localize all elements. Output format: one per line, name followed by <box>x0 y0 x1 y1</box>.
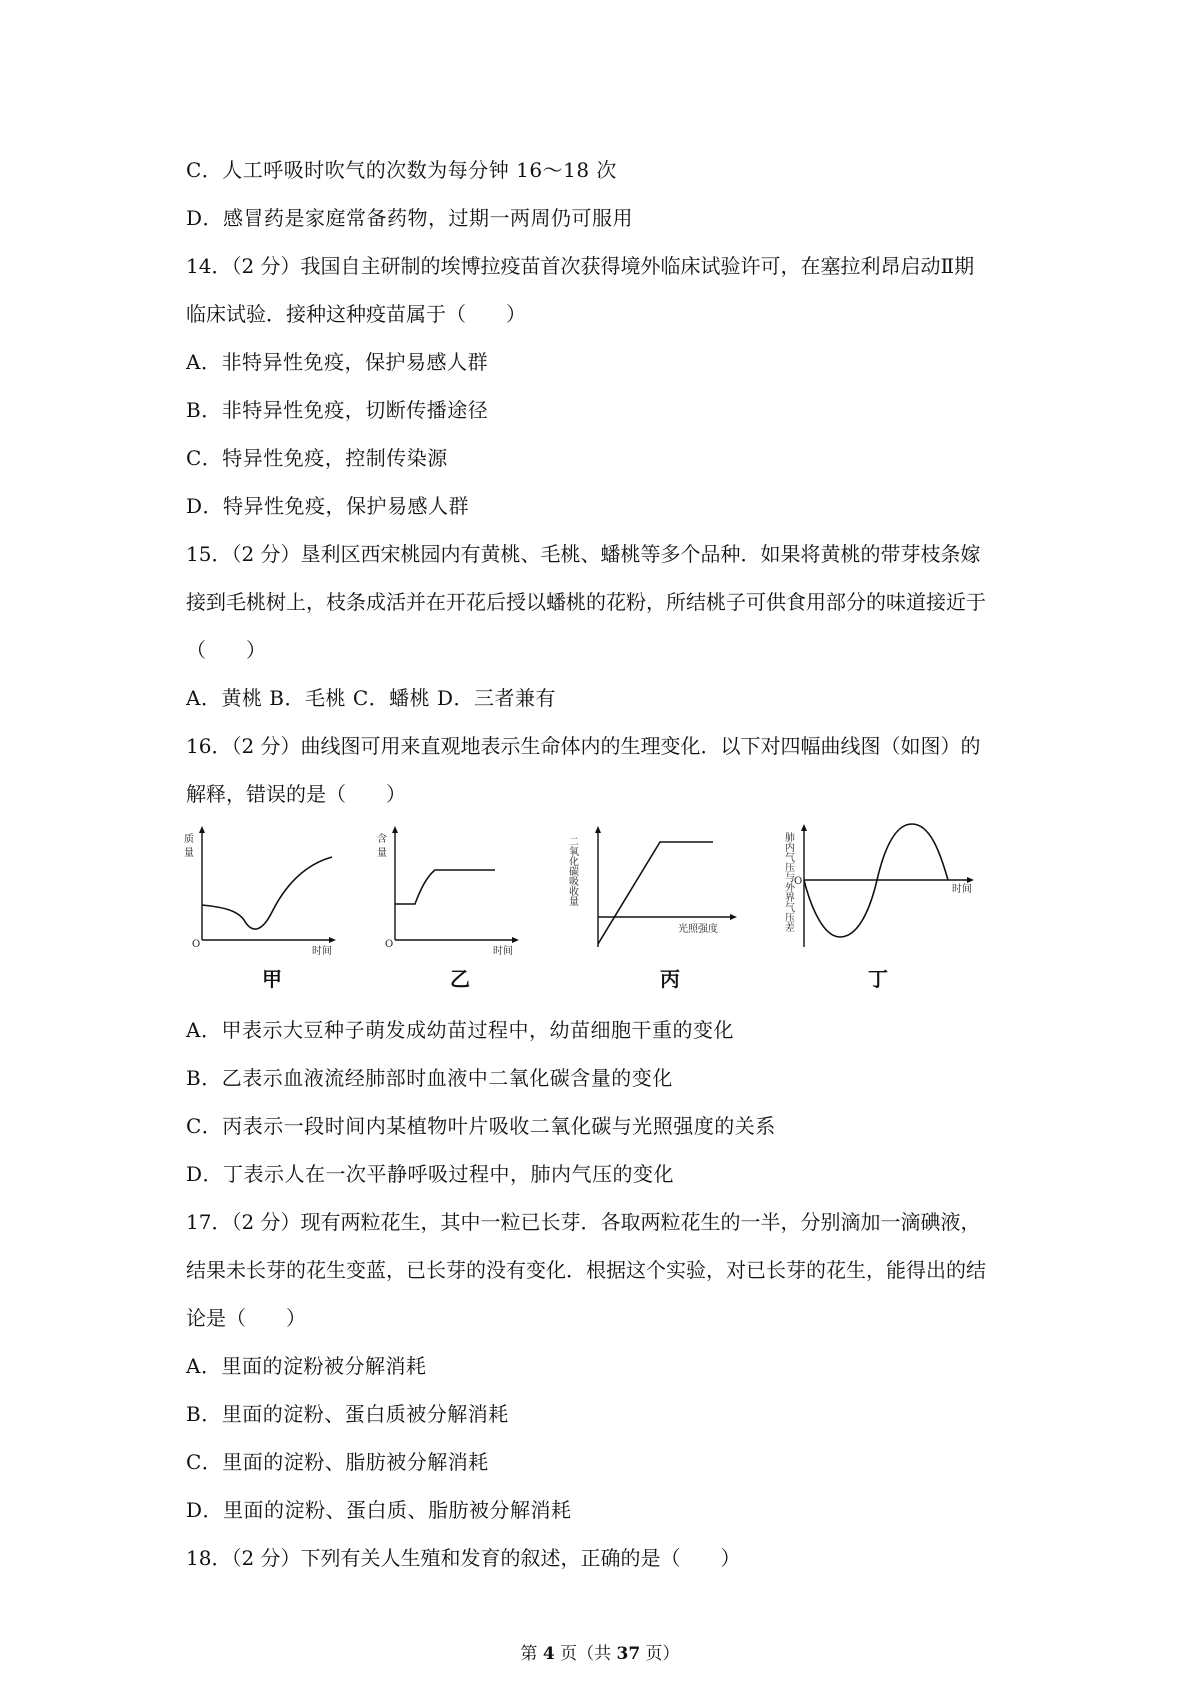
option-c-q14: C．特异性免疫，控制传染源 <box>186 446 448 470</box>
graph-jia-caption: 甲 <box>262 967 282 991</box>
option-d-q13: D．感冒药是家庭常备药物，过期一两周仍可服用 <box>186 206 634 230</box>
graph-ding <box>780 822 980 962</box>
graph-jia-curve <box>202 857 332 929</box>
graph-bing-y-arrow <box>595 826 601 833</box>
graph-ding-ylabel: 肺内气压与外界气压差 <box>782 832 794 932</box>
graph-yi-y-arrow <box>392 826 398 833</box>
page-footer <box>0 1642 1200 1666</box>
graph-jia <box>182 822 342 957</box>
graph-yi-caption: 乙 <box>450 967 470 991</box>
question-17-line-2: 结果未长芽的花生变蓝，已长芽的没有变化．根据这个实验，对已长芽的花生，能得出的结 <box>186 1258 986 1282</box>
option-b-q16: B．乙表示血液流经肺部时血液中二氧化碳含量的变化 <box>186 1066 673 1090</box>
option-d-q16: D．丁表示人在一次平静呼吸过程中，肺内气压的变化 <box>186 1162 675 1186</box>
graph-yi <box>375 822 535 957</box>
question-17-line-3: 论是（ ） <box>186 1306 306 1330</box>
graph-bing-xlabel: 光照强度 <box>678 924 718 935</box>
graph-jia-origin: O <box>192 939 201 950</box>
graph-ding-caption: 丁 <box>868 967 888 991</box>
option-b-q17: B．里面的淀粉、蛋白质被分解消耗 <box>186 1402 509 1426</box>
option-d-q17: D．里面的淀粉、蛋白质、脂肪被分解消耗 <box>186 1498 572 1522</box>
question-15-line-3: （ ） <box>186 638 266 662</box>
graph-yi-xlabel: 时间 <box>493 946 513 957</box>
question-15-line-2: 接到毛桃树上，枝条成活并在开花后授以蟠桃的花粉，所结桃子可供食用部分的味道接近于 <box>186 590 986 614</box>
option-c-q17: C．里面的淀粉、脂肪被分解消耗 <box>186 1450 489 1474</box>
graph-bing-x-arrow <box>730 914 737 920</box>
option-a-q17: A．里面的淀粉被分解消耗 <box>186 1354 427 1378</box>
question-16-line-1: 16．（2 分）曲线图可用来直观地表示生命体内的生理变化．以下对四幅曲线图（如图）的 <box>186 734 981 758</box>
footer-total-pages: 37 <box>616 1644 641 1664</box>
graph-bing <box>568 822 748 952</box>
graph-yi-ylabel-2: 量 <box>377 848 387 859</box>
option-a-q16: A．甲表示大豆种子萌发成幼苗过程中，幼苗细胞干重的变化 <box>186 1018 734 1042</box>
graph-ding-origin: O <box>794 876 803 887</box>
graph-bing-caption: 丙 <box>660 967 680 991</box>
option-a-q14: A．非特异性免疫，保护易感人群 <box>186 350 488 374</box>
graph-jia-ylabel-2: 量 <box>184 848 194 859</box>
graph-jia-x-arrow <box>329 937 336 943</box>
graph-yi-ylabel-1: 含 <box>377 834 387 845</box>
option-d-q14: D．特异性免疫，保护易感人群 <box>186 494 470 518</box>
graph-jia-y-arrow <box>199 826 205 833</box>
footer-page-number: 4 <box>542 1644 555 1664</box>
option-c-q13: C．人工呼吸时吹气的次数为每分钟 16～18 次 <box>186 158 617 182</box>
options-q15: A．黄桃 B．毛桃 C．蟠桃 D．三者兼有 <box>186 686 557 710</box>
graph-yi-curve <box>395 870 495 904</box>
graph-yi-origin: O <box>385 939 394 950</box>
graph-ding-y-arrow <box>801 824 807 831</box>
graph-jia-ylabel-1: 质 <box>184 834 194 845</box>
footer-prefix: 第 <box>520 1644 543 1664</box>
footer-middle: 页（共 <box>554 1644 617 1664</box>
graph-yi-x-arrow <box>512 937 519 943</box>
graph-ding-xlabel: 时间 <box>952 884 972 895</box>
question-18-line-1: 18．（2 分）下列有关人生殖和发育的叙述，正确的是（ ） <box>186 1546 741 1570</box>
footer-suffix: 页） <box>640 1644 680 1664</box>
graph-jia-xlabel: 时间 <box>312 946 332 957</box>
graph-ding-x-arrow <box>967 877 974 883</box>
option-b-q14: B．非特异性免疫，切断传播途径 <box>186 398 489 422</box>
question-14-line-2: 临床试验．接种这种疫苗属于（ ） <box>186 302 526 326</box>
question-15-line-1: 15．（2 分）垦利区西宋桃园内有黄桃、毛桃、蟠桃等多个品种．如果将黄桃的带芽枝条嫁 <box>186 542 981 566</box>
graph-bing-ylabel: 二氧化碳吸收量 <box>566 836 578 906</box>
question-14-line-1: 14．（2 分）我国自主研制的埃博拉疫苗首次获得境外临床试验许可，在塞拉利昂启动Ⅱ期 <box>186 254 975 278</box>
question-16-line-2: 解释，错误的是（ ） <box>186 782 406 806</box>
question-17-line-1: 17．（2 分）现有两粒花生，其中一粒已长芽．各取两粒花生的一半，分别滴加一滴碘液， <box>186 1210 981 1234</box>
option-c-q16: C．丙表示一段时间内某植物叶片吸收二氧化碳与光照强度的关系 <box>186 1114 776 1138</box>
